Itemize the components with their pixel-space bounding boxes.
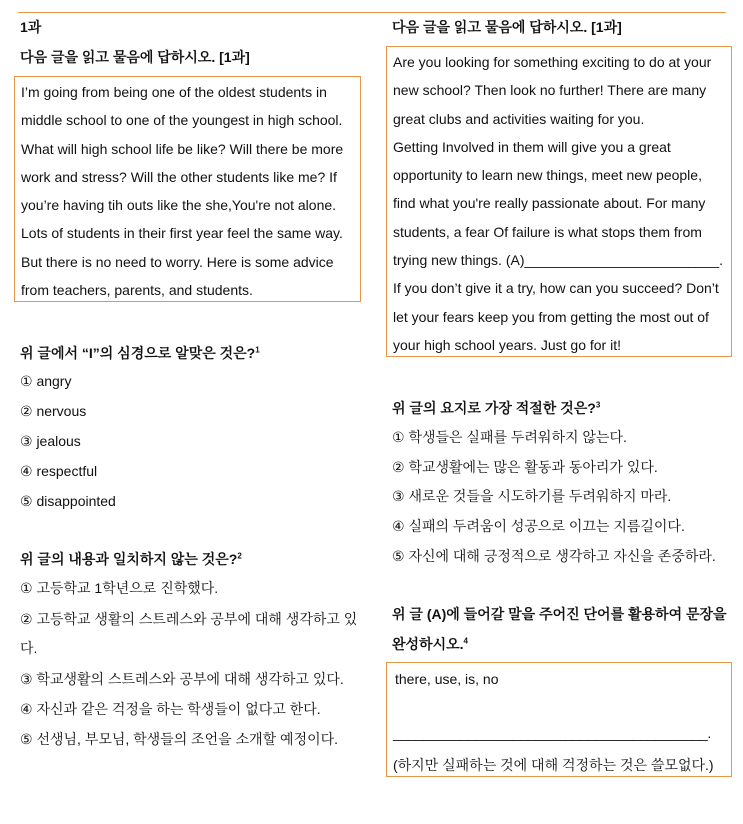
passage2-line: let your fears keep you from getting the most out of — [393, 308, 709, 325]
passage2-line: your high school years. Just go for it! — [393, 336, 621, 353]
q2-number: 2 — [237, 551, 242, 561]
q3-question: 위 글의 요지로 가장 적절한 것은?$^3$ — [392, 400, 601, 416]
q4-question-line2: 완성하시오.$^4$ — [392, 636, 468, 652]
passage2-line: great clubs and activities waiting for you. — [393, 110, 645, 127]
q2-option: ② 고등학교 생활의 스트레스와 공부에 대해 생각하고 있 — [20, 611, 358, 627]
passage1-line: I’m going from being one of the oldest students in — [21, 84, 327, 100]
q1-option: ⑤ disappointed — [20, 493, 116, 509]
top-rule — [18, 12, 726, 13]
q2-option: ① 고등학교 1학년으로 진학했다. — [20, 580, 219, 596]
passage2-line: opportunity to learn new things, meet new people, — [393, 167, 702, 184]
passage1-line: from teachers, parents, and students. — [21, 282, 253, 299]
q3-option: ① 학생들은 실패를 두려워하지 않는다. — [392, 429, 627, 445]
answer-blank[interactable]: __________________________________________. — [393, 725, 712, 741]
q1-option: ① angry — [20, 373, 72, 389]
lesson-label: 1과 — [20, 19, 42, 35]
passage1-line: Lots of students in their first year feel the same way. — [21, 225, 343, 242]
q3-option: ② 학교생활에는 많은 활동과 동아리가 있다. — [392, 459, 658, 475]
passage2-line: Are you looking for something exciting to do at your — [393, 54, 712, 70]
passage1 — [21, 78, 361, 304]
instruction-left: 다음 글을 읽고 물음에 답하시오. [1과] — [20, 49, 250, 65]
passage2-line: find what you're really passionate about. For many — [393, 195, 706, 212]
passage2-line: Getting Involved in them will give you a great — [393, 138, 671, 155]
q4-number: 4 — [463, 636, 468, 646]
q1-number: 1 — [255, 345, 260, 355]
q2-option: ③ 학교생활의 스트레스와 공부에 대해 생각하고 있다. — [20, 671, 344, 687]
q2-option: ④ 자신과 같은 걱정을 하는 학생들이 없다고 한다. — [20, 701, 321, 717]
q2-option: ⑤ 선생님, 부모님, 학생들의 조언을 소개할 예정이다. — [20, 731, 339, 747]
q4-question-line1: 위 글 (A)에 들어갈 말을 주어진 단어를 활용하여 문장을 — [392, 606, 727, 622]
answer-hint: (하지만 실패하는 것에 대해 걱정하는 것은 쓸모없다.) — [393, 757, 714, 773]
passage1-line: you’re having tih outs like the she,You're not alone. — [21, 197, 337, 214]
q3-option: ④ 실패의 두려움이 성공으로 이끄는 지름길이다. — [392, 518, 685, 534]
passage2-line: If you don’t give it a try, how can you succeed? Don’t — [393, 280, 719, 297]
passage1-line: What will high school life be like? Will there be more — [21, 140, 344, 157]
q1-option: ④ respectful — [20, 463, 98, 479]
passage1-line: middle school to one of the youngest in high school. — [21, 112, 343, 129]
q1-option: ③ jealous — [20, 433, 81, 449]
passage1-line: But there is no need to worry. Here is some advice — [21, 253, 334, 270]
given-words: there, use, is, no — [395, 671, 499, 687]
passage2 — [393, 48, 731, 359]
passage2-line: new school? Then look no further! There are many — [393, 82, 707, 99]
passage1-line: work and stress? Will the other students like me? If — [21, 168, 337, 185]
passage2-line: students, a fear Of failure is what stops them from — [393, 223, 702, 240]
q3-number: 3 — [595, 400, 601, 410]
q3-option: ⑤ 자신에 대해 긍정적으로 생각하고 자신을 존중하라. — [392, 548, 716, 564]
q2-question: 위 글의 내용과 일치하지 않는 것은?$^2$ — [20, 551, 242, 567]
q1-option: ② nervous — [20, 403, 87, 419]
passage2-line: trying new things. (A)_________________________. — [393, 252, 724, 269]
instruction-right: 다음 글을 읽고 물음에 답하시오. [1과] — [392, 19, 622, 35]
q2-option-continued: 다. — [20, 640, 38, 656]
q1-question: 위 글에서 “I”의 심경으로 알맞은 것은?$^1$ — [20, 345, 260, 361]
q3-option: ③ 새로운 것들을 시도하기를 두려워하지 마라. — [392, 488, 672, 504]
